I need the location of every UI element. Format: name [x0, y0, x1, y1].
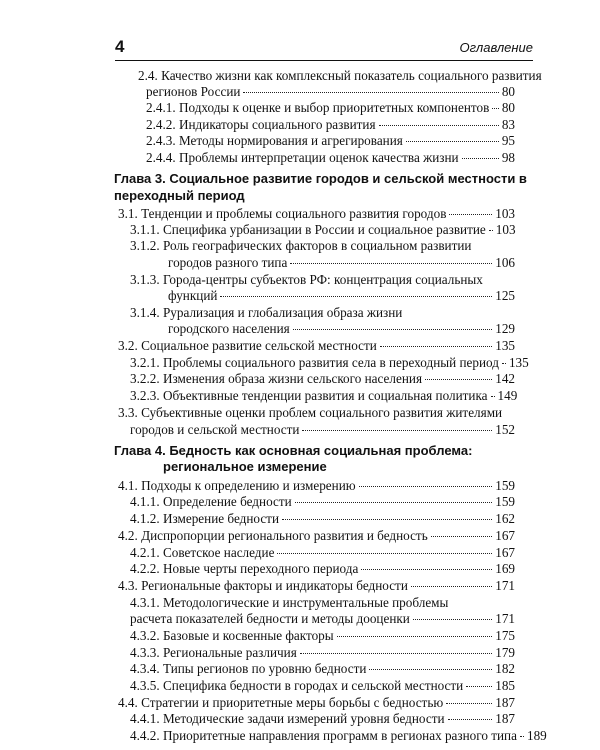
toc-page-number: 167 [495, 545, 515, 560]
toc-page-number: 171 [495, 611, 515, 626]
toc-entry [168, 320, 515, 337]
toc-entry [130, 493, 515, 510]
toc-entry [130, 677, 515, 694]
toc-page-number: 149 [497, 388, 518, 403]
toc-entry [130, 221, 515, 238]
toc-entry-title: 4.2. Диспропорции регионального развития и бедность [118, 528, 428, 543]
toc-entry [138, 67, 542, 84]
toc-page-number: 189 [526, 728, 547, 743]
dot-leader [243, 92, 498, 93]
toc-entry-title: 4.1. Подходы к определению и измерению [118, 478, 356, 493]
page-number: 4 [115, 37, 125, 56]
toc-entry-title: городского населения [168, 321, 290, 336]
dot-leader [466, 686, 492, 687]
toc-entry-title: 3.3. Субъективные оценки проблем социального развития жителями [118, 405, 503, 420]
toc-entry-title: 4.1.1. Определение бедности [130, 494, 292, 509]
toc-entry [118, 205, 515, 222]
dot-leader [492, 108, 499, 109]
toc-entry [130, 304, 515, 321]
toc-entry-title: 4.4.1. Методические задачи измерений уровня бедности [130, 711, 445, 726]
dot-leader [462, 158, 499, 159]
toc-entry [118, 404, 515, 421]
toc-entry-title: 4.3.5. Специфика бедности в городах и сельской местности [130, 678, 464, 693]
chapter-heading: Глава 3. Социальное развитие городов и сельской местности в [114, 171, 527, 186]
toc-entry-title: 4.2.2. Новые черты переходного периода [130, 561, 359, 576]
toc-page-number: 167 [495, 528, 515, 543]
toc-entry-title: 2.4. Качество жизни как комплексный показатель социального развития [138, 68, 542, 83]
dot-leader [277, 553, 492, 554]
chapter-heading: переходный период [114, 188, 245, 203]
toc-entry [130, 387, 518, 404]
toc-entry [130, 710, 515, 727]
toc-page-number: 95 [501, 133, 515, 148]
toc-entry [118, 527, 515, 544]
toc-entry [118, 577, 515, 594]
toc-entry [118, 694, 515, 711]
toc-entry-title: 3.2.2. Изменения образа жизни сельского населения [130, 371, 423, 386]
dot-leader [411, 586, 492, 587]
dot-leader [380, 346, 492, 347]
dot-leader [446, 703, 492, 704]
toc-page-number: 135 [495, 338, 515, 353]
toc-page-number: 179 [495, 645, 515, 660]
toc-entry-title: 4.3. Региональные факторы и индикаторы бедности [118, 578, 408, 593]
toc-entry [118, 337, 515, 354]
toc-entry [146, 149, 515, 166]
toc-page-number: 98 [501, 150, 515, 165]
toc-entry [146, 132, 515, 149]
toc-entry [130, 727, 547, 744]
toc-page-number: 80 [501, 84, 515, 99]
toc-entry [130, 627, 515, 644]
toc-entry-title: 3.1.4. Рурализация и глобализация образа жизни [130, 305, 403, 320]
toc-entry [130, 660, 515, 677]
toc-entry-title: 4.1.2. Измерение бедности [130, 511, 280, 526]
dot-leader [491, 396, 495, 397]
dot-leader [220, 296, 492, 297]
toc-page-number: 80 [501, 100, 515, 115]
toc-entry [146, 83, 515, 100]
toc-entry [130, 421, 515, 438]
toc-entry-title: 4.3.2. Базовые и косвенные факторы [130, 628, 334, 643]
toc-entry-title: 3.1.1. Специфика урбанизации в России и социальное развитие [130, 222, 486, 237]
toc-entry-title: 3.2.1. Проблемы социального развития села в переходный период [130, 355, 499, 370]
toc-entry [130, 370, 515, 387]
toc-page-number: 185 [495, 678, 515, 693]
toc-entry [130, 271, 515, 288]
dot-leader [379, 125, 499, 126]
toc-entry-title: расчета показателей бедности и методы дооценки [130, 611, 410, 626]
toc-page-number: 162 [495, 511, 515, 526]
toc-page-number: 182 [495, 661, 515, 676]
toc-entry [146, 116, 515, 133]
toc-entry [130, 237, 515, 254]
dot-leader [282, 519, 492, 520]
toc-entry-title: городов разного типа [168, 255, 288, 270]
toc-entry-title: 2.4.3. Методы нормирования и агрегирования [146, 133, 403, 148]
toc-entry-title: 3.1. Тенденции и проблемы социального развития городов [118, 206, 447, 221]
dot-leader [502, 363, 506, 364]
toc-page-number: 103 [495, 206, 515, 221]
toc-entry-title: 2.4.1. Подходы к оценке и выбор приоритетных компонентов [146, 100, 490, 115]
toc-entry-title: 4.2.1. Советское наследие [130, 545, 275, 560]
toc-page-number: 83 [501, 117, 515, 132]
toc-entry-title: 3.2.3. Объективные тенденции развития и социальная политика [130, 388, 488, 403]
toc-entry-title: 3.2. Социальное развитие сельской местности [118, 338, 377, 353]
toc-entry [130, 544, 515, 561]
toc-page-number: 142 [495, 371, 515, 386]
toc-entry [130, 610, 515, 627]
toc-page-number: 103 [495, 222, 516, 237]
toc-entry [168, 287, 515, 304]
dot-leader [361, 569, 492, 570]
toc-page-number: 169 [495, 561, 515, 576]
running-title: Оглавление [459, 40, 533, 55]
toc-entry-title: 2.4.2. Индикаторы социального развития [146, 117, 376, 132]
toc-page-number: 159 [495, 478, 515, 493]
toc-page-number: 175 [495, 628, 515, 643]
dot-leader [290, 263, 492, 264]
chapter-heading: региональное измерение [163, 459, 327, 474]
chapter-heading: Глава 4. Бедность как основная социальная проблема: [114, 443, 473, 458]
toc-page-number: 125 [495, 288, 515, 303]
dot-leader [448, 719, 493, 720]
dot-leader [295, 502, 493, 503]
toc-page-number: 159 [495, 494, 515, 509]
toc-entry-title: 4.3.4. Типы регионов по уровню бедности [130, 661, 367, 676]
dot-leader [369, 669, 492, 670]
toc-page-number: 187 [495, 711, 515, 726]
toc-entry [130, 510, 515, 527]
toc-entry [130, 560, 515, 577]
dot-leader [431, 536, 493, 537]
dot-leader [293, 329, 492, 330]
dot-leader [449, 214, 492, 215]
toc-page-number: 129 [495, 321, 515, 336]
toc-entry [130, 354, 529, 371]
toc-page-number: 187 [495, 695, 515, 710]
dot-leader [425, 379, 492, 380]
toc-entry-title: 4.3.3. Региональные различия [130, 645, 297, 660]
toc-entry-title: 2.4.4. Проблемы интерпретации оценок качества жизни [146, 150, 459, 165]
toc-entry-title: 4.4. Стратегии и приоритетные меры борьбы с бедностью [118, 695, 444, 710]
dot-leader [302, 430, 492, 431]
dot-leader [489, 230, 493, 231]
toc-entry [146, 99, 515, 116]
toc-entry [118, 477, 515, 494]
dot-leader [337, 636, 493, 637]
dot-leader [520, 736, 524, 737]
dot-leader [300, 653, 492, 654]
toc-page-number: 171 [495, 578, 515, 593]
toc-entry-title: 4.4.2. Приоритетные направления программ в регионах разного типа [130, 728, 517, 743]
toc-entry-title: городов и сельской местности [130, 422, 300, 437]
toc-entry [130, 594, 515, 611]
dot-leader [406, 141, 499, 142]
toc-entry-title: 3.1.3. Города-центры субъектов РФ: концентрация социальных [130, 272, 483, 287]
toc-entry-title: регионов России [146, 84, 241, 99]
toc-page-number: 135 [508, 355, 529, 370]
toc-entry [130, 644, 515, 661]
dot-leader [359, 486, 493, 487]
toc-page-number: 152 [495, 422, 515, 437]
toc-entry-title: 4.3.1. Методологические и инструментальные проблемы [130, 595, 449, 610]
toc-entry [168, 254, 515, 271]
dot-leader [413, 619, 492, 620]
toc-page-number: 106 [495, 255, 515, 270]
toc-entry-title: функций [168, 288, 218, 303]
toc-entry-title: 3.1.2. Роль географических факторов в социальном развитии [130, 238, 472, 253]
